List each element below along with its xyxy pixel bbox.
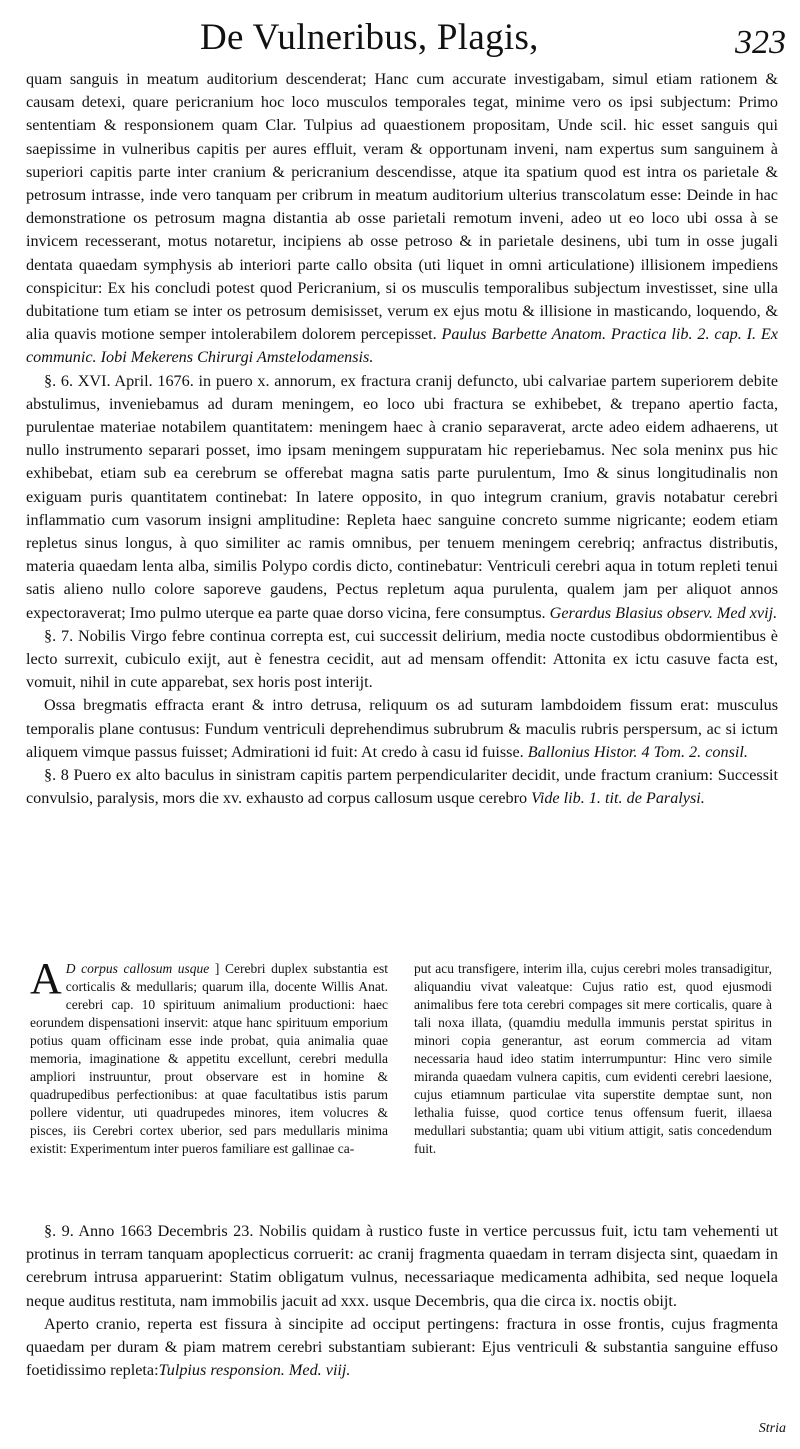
paragraph-text: §. 9. Anno 1663 Decembris 23. Nobilis quidam à rustico fuste in vertice percussus fuit, ictu tam vehementi ut protinus in terram tanquam apoplecticus corruerit: ac cranij fragmenta quaedam in terram disjecta sint, quaedam in cerebrum intrusa apparuerint: Statim obligatum vulnus, necessariaque medicamenta adhibita, sed neque loquela neque auditus restituta, nam immobilis jacuit ad xxx. usque Decembris, qua die circa ix. noctis obijt. bbox=[26, 1222, 778, 1310]
drop-cap: A bbox=[30, 954, 62, 1003]
paragraph-section-7 bbox=[26, 625, 778, 695]
page-number: 323 bbox=[735, 24, 786, 61]
main-text-upper bbox=[26, 68, 778, 811]
citation: Vide lib. 1. tit. de Paralysi. bbox=[531, 789, 705, 808]
citation: Paulus Barbette Anatom. Practica lib. 2. cap. I. Ex communic. Iobi Mekerens Chirurgi Amstelodamensis. bbox=[26, 325, 778, 367]
paragraph-text: Ossa bregmatis effracta erant & intro detrusa, reliquum os ad suturam lambdoidem fissum erat: musculus temporalis plane contusus: Fundum ventriculi deprehendimus subrubrum & maculis rubris perspersum, ac si ictum aliquem vimque passus fuisset; Admirationi id fuit: At credo à casu id fuisse. bbox=[26, 696, 778, 761]
paragraph-section-8 bbox=[26, 764, 778, 810]
commentary-text-right: put acu transfigere, interim illa, cujus cerebri moles transadigitur, aliquandiu vivat valeatque: Cujus ratio est, quod ejusmodi animalibus fere tota cerebri compages sit mere corticalis, quare à tali noxa illata, (quamdiu medulla immunis perstat spiritus in minori copia generantur, ast eorum commercia ad vitam necessaria haud ideo statim interrumpuntur: Hinc vero simile miranda quaedam vulnera capitis, cum evidenti cerebri laesione, cujus etiamnum particulae vita superstite demptae sunt, non lethalia fuisse, quod cortice tenus offensum fuerit, illaesa medullari substantia; quam ubi vitium attigit, satis concedendum fuit. bbox=[414, 961, 772, 1156]
paragraph-text: §. 6. XVI. April. 1676. in puero x. annorum, ex fractura cranij defuncto, ubi calvariae partem superiorem debite abstulimus, inveniebamus ad duram meningem, eo loco ubi fractura se exhibebet, & trepano apertio facta, purulentae materiae notabilem quantitatem: meningem haec à cranio separaverat, arcte adeo eidem adhaerens, ut nullo instrumento separari posset, imo ipsam meningem suppuratam hic reperiebamus. Nec sola meninx pus hic exhibebat, etiam sub ea cerebrum se offerebat magna satis parte purulentum, Imo & sinus longitudinalis non exiguam puris quantitatem continebat: In latere opposito, in quo integrum cranium, gravis notabatur cerebri inflammatio cum vasorum insigni amplitudine: Repleta haec sanguine concreto summe nigricante; eodem etiam repletus sinus longus, à quo similiter ac ramis omnibus, per tenuem meningem cerebriq; anfractus distributis, materia quaedam lenta alba, similis Polypo cordis dicto, continebatur: Ventriculi cerebri aqua in totum repleti tenui satis alieno nullo colore saporeve gaudens, Pectus repletum aqua purulenta, qualem jam per aliquot annos expectoraverat; Imo pulmo uterque ea parte quae dorso vicina, fere consumptus. bbox=[26, 371, 778, 622]
main-text-lower bbox=[26, 1220, 778, 1382]
citation: Gerardus Blasius observ. Med xvij. bbox=[549, 603, 778, 622]
citation: Tulpius responsion. Med. viij. bbox=[158, 1361, 351, 1380]
paragraph-text: §. 8 Puero ex alto baculus in sinistram capitis partem perpendiculariter decidit, unde fractum cranium: Successit convulsio, paralysis, mors die xv. exhausto ad corpus callosum usque cerebro bbox=[26, 766, 778, 808]
paragraph-text: §. 7. Nobilis Virgo febre continua correpta est, cui successit delirium, media nocte custodibus obdormientibus è lecto surrexit, cubiculo exijt, aut è fenestra cecidit, aut ad mensam offendit: Attonita ex ictu casuve facta est, vomuit, nihil in cute apparebat, sex horis post interijt. bbox=[26, 626, 778, 692]
paragraph-section-7-cont bbox=[26, 694, 778, 764]
commentary-right-column bbox=[414, 960, 772, 1158]
paragraph-section-9-cont bbox=[26, 1313, 778, 1383]
paragraph-text: quam sanguis in meatum auditorium descenderat; Hanc cum accurate investigabam, simul etiam rationem & causam detexi, quare pericranium hoc loco musculos temporales tegat, minime vero os ipsi subjectum: Primo sententiam & responsionem quam Clar. Tulpius ad quaestionem propositam, Unde scil. hic esset sanguis qui saepissime in vulneribus capitis per aures effluit, veram & opportunam inveni, nam expertus sum sanguinem à superiori capitis parte inter cranium & pericranium descendisse, atque ita spatium quod est intra os parietale & petrosum intrasse, inde vero tanquam per cribrum in meatum auditorium ulterius transcolatum esse: Deinde in hac demonstratione os petrosum magna distantia ab osse parietali remotum inveni, adeo ut eo loco ubi ossa à se invicem recesserant, motus notaretur, incipiens ab osse petroso & in parietale desinens, ubi tum in osse jugali dentata quaedam symphysis ab interiori parte callo obsita (uti liquet in omni articulatione) illisionem impediens conspicitur: Ex his concludi potest quod Pericranium, si os musculis temporalibus subjectum investisset, sine ulla dubitatione tum etiam se inter os petrosum demisisset, verum ex ejus motu & illisione in masticando, loquendo, & alia quavis motione semper intolerabilem dolorem percepisset. bbox=[26, 70, 778, 344]
paragraph-section-9 bbox=[26, 1220, 778, 1313]
paragraph-section-6 bbox=[26, 370, 778, 625]
catchword: Stria bbox=[758, 1421, 786, 1436]
commentary-block bbox=[30, 954, 772, 1210]
commentary-text-left: ] Cerebri duplex substantia est corticalis & medullaris; quarum illa, docente Willis Anat. cerebri cap. 10 spirituum animalium productioni: haec eorundem dispensationi inservit: atque hanc spirituum emporium potius quam officinam esse inde probat, quia animalia quae memoria, imaginatione & appetitu excellunt, cerebri medulla ampliori instruuntur, prout observare est in homine & quadrupedibus perfectionibus: at quae facultatibus istis parum pollere videntur, uti quadrupedes minores, item volucres & pisces, iis Cerebri cortex uberior, sed pars medullaris minima existit: Experimentum inter pueros familiare est gallinae ca- bbox=[30, 961, 388, 1156]
commentary-left-column bbox=[30, 954, 388, 1158]
paragraph-barbette bbox=[26, 68, 778, 370]
paragraph-text: Aperto cranio, reperta est fissura à sincipite ad occiput pertingens: fractura in osse frontis, cujus fragmenta quaedam per duram & piam matrem cerebri substantiam subierant: Ejus ventriculi & substantia sanguine effuso foetidissimo repleta: bbox=[26, 1314, 778, 1380]
running-title: De Vulneribus, Plagis, bbox=[200, 17, 539, 58]
lemma: D corpus callosum usque bbox=[65, 961, 210, 976]
running-header bbox=[0, 14, 800, 64]
citation: Ballonius Histor. 4 Tom. 2. consil. bbox=[527, 742, 748, 761]
